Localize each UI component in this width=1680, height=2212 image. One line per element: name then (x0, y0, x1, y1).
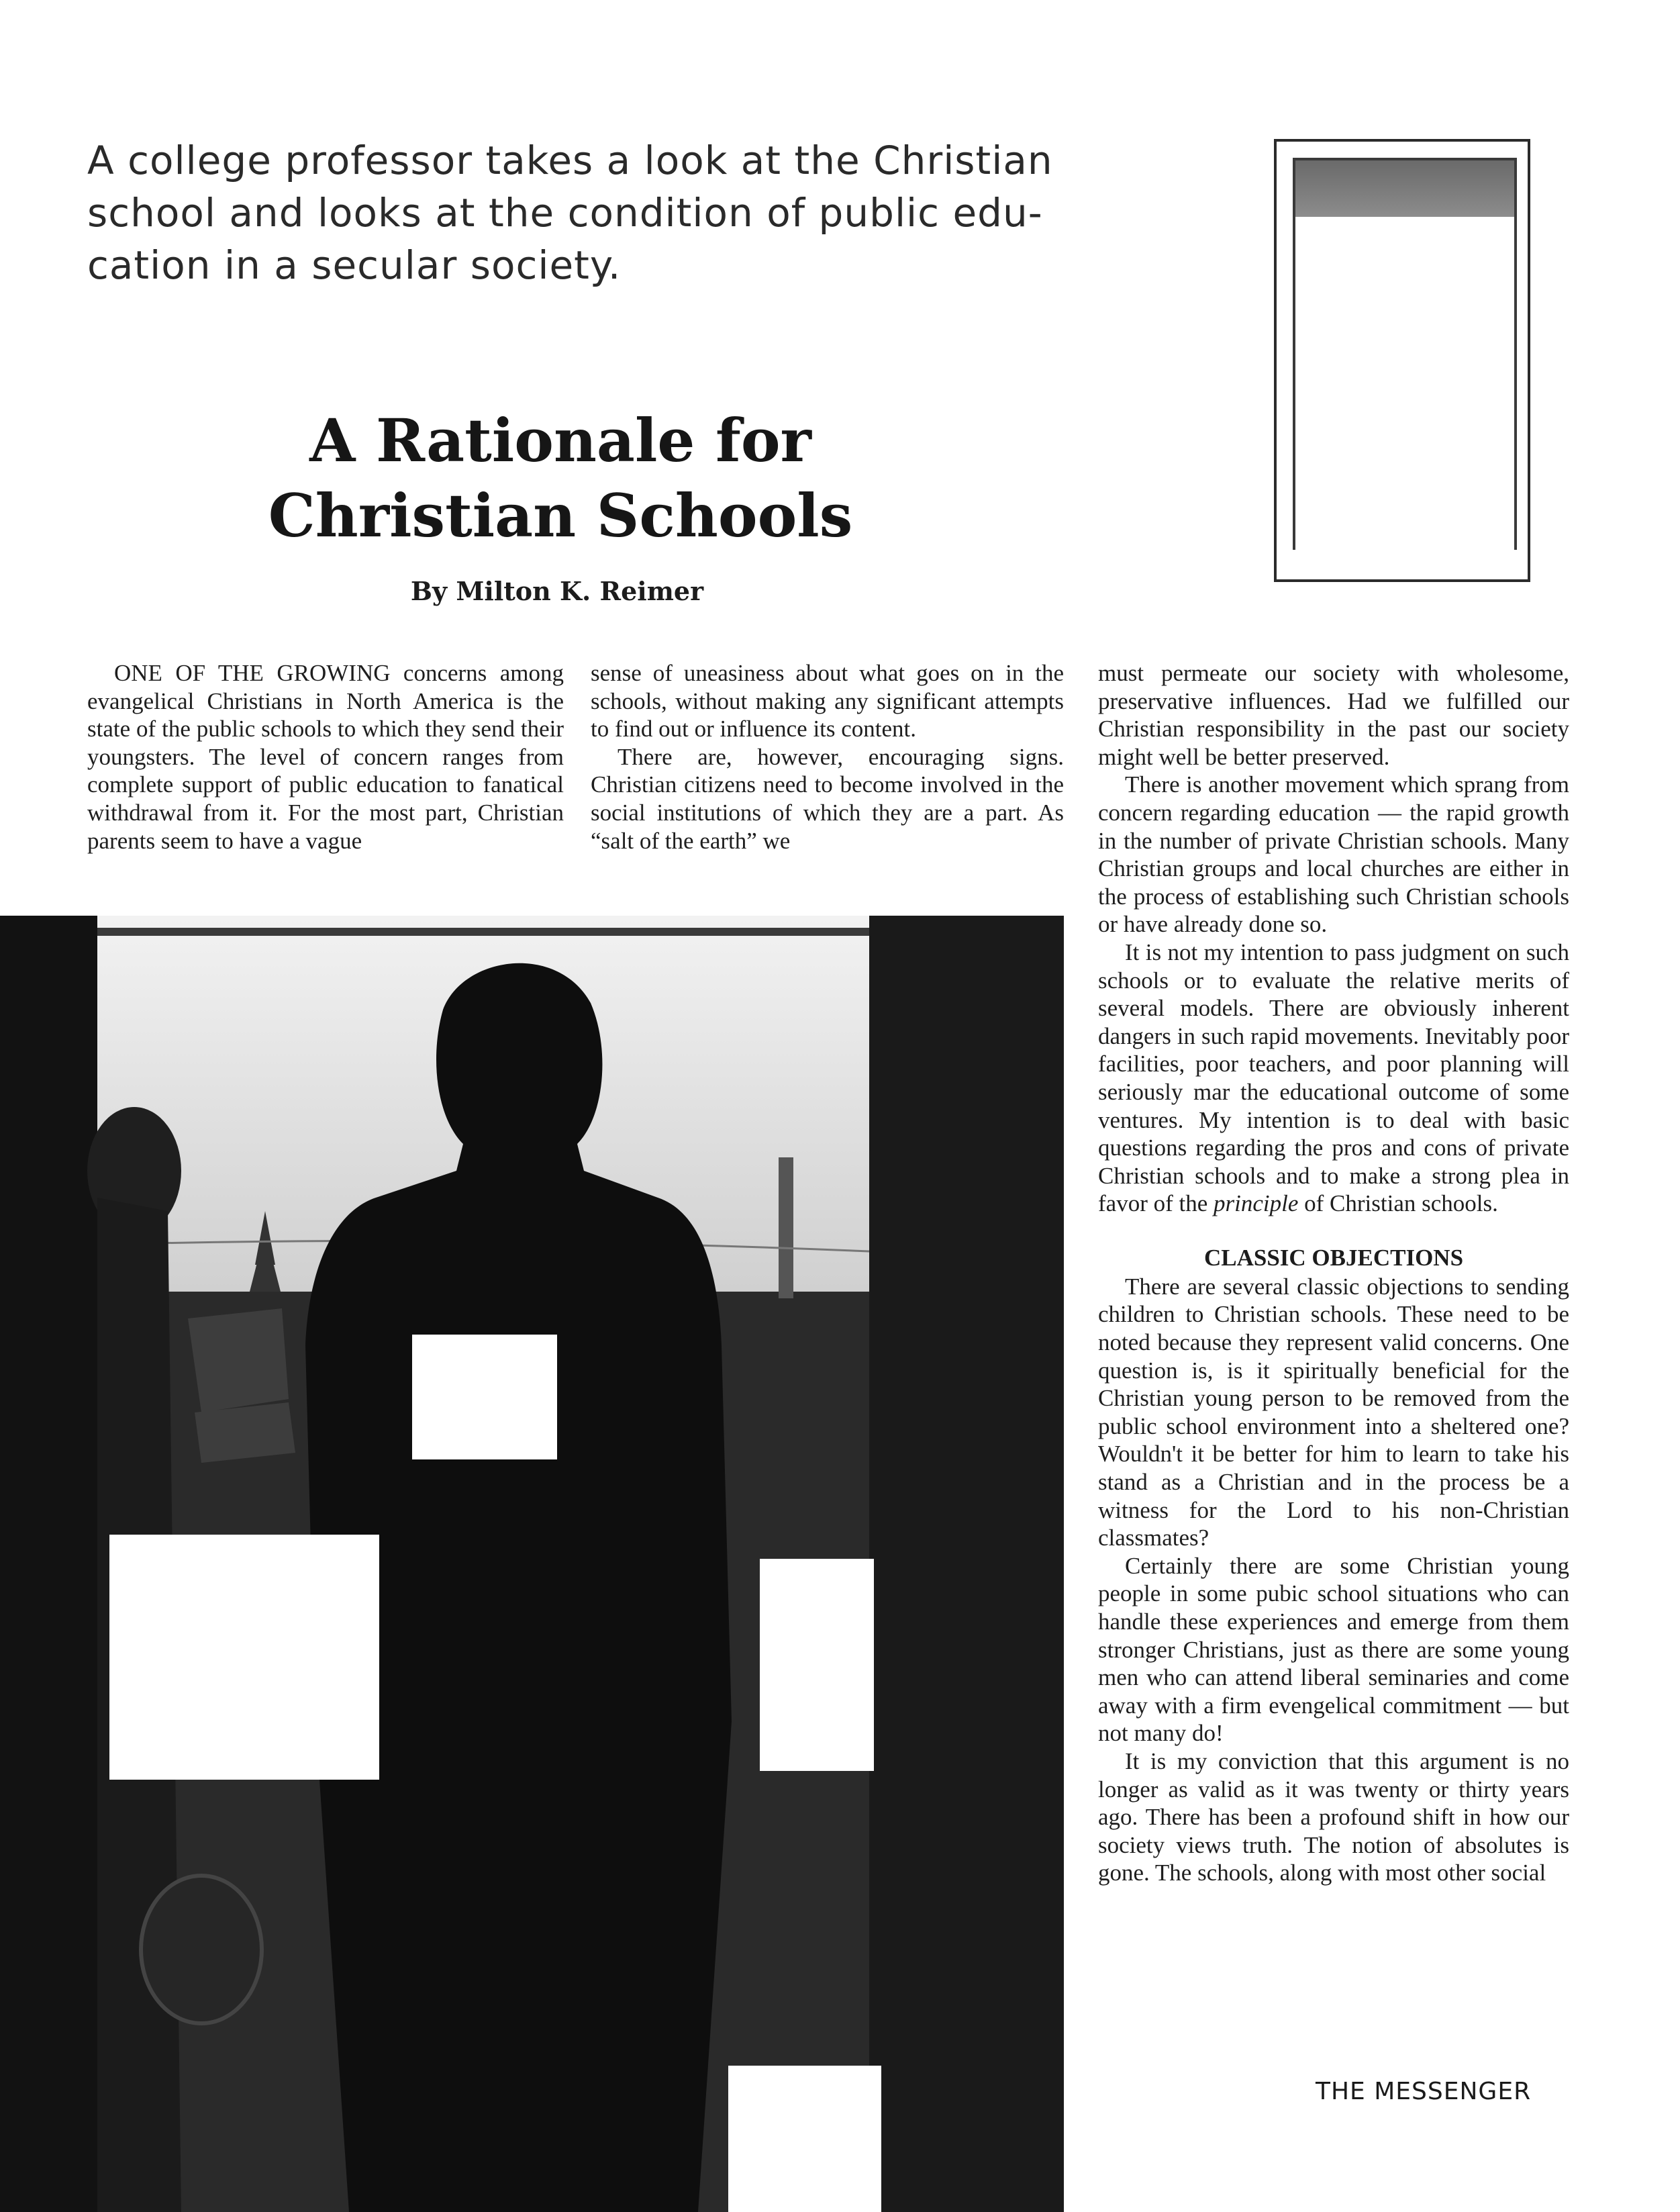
text-column-2 (591, 659, 1064, 855)
paragraph: sense of uneasiness about what goes on in the schools, without making any significant attempts to find out or influence its content. (591, 660, 1064, 742)
title-line-1: A Rationale for (309, 405, 811, 475)
blank-patch (760, 1559, 874, 1771)
blank-patch (412, 1335, 557, 1459)
text-column-1 (87, 659, 564, 855)
paragraph: There is another movement which sprang from concern regarding education — the rapid growth in the number of private Christian schools. Many Christian groups and local churches are either in the process of establishing such Christian schools or have already done so. (1098, 771, 1569, 938)
inset-photo-band (1295, 160, 1514, 217)
car-wheel (141, 1876, 262, 2023)
paragraph: It is my conviction that this argument is no longer as valid as it was twenty or thirty years ago. There has been a profound shift in how our society views truth. The notion of absolutes is gone. The schools, along with most other social (1098, 1747, 1569, 1886)
door-frame-left (0, 916, 97, 2212)
chimney (779, 1157, 793, 1298)
door-frame-top (97, 928, 869, 936)
paragraph (1098, 939, 1569, 1218)
inset-photo (1293, 158, 1517, 550)
paragraph: There are, however, encouraging signs. Christian citizens need to become involved in the social institutions of which they are a part. As “salt of the earth” we (591, 743, 1064, 854)
inset-photo-frame (1274, 139, 1530, 582)
paragraph: must permeate our society with wholesome, preservative influences. Had we fulfilled our Christian responsibility in the past our society might well be better preserved. (1098, 660, 1569, 770)
article-photo (0, 916, 1064, 2212)
italic-word: principle (1214, 1190, 1299, 1217)
publication-footer: THE MESSENGER (1316, 2078, 1532, 2105)
article-title (168, 403, 953, 553)
silhouette-photo (0, 916, 1064, 2212)
book-stack (188, 1308, 295, 1463)
article-deck: A college professor takes a look at the Christian school and looks at the condition of public education in a secular society. (87, 138, 1053, 288)
paragraph: Certainly there are some Christian young people in some pubic school situations who can handle these experiences and emerge from them stronger Christians, just as there are some young men who can attend liberal seminaries and come away with a firm evengelical commitment — but not many do! (1098, 1552, 1569, 1747)
paragraph-text: of Christian schools. (1304, 1190, 1498, 1217)
paragraph: ONE OF THE GROWING concerns among evangelical Christians in North America is the state of the public schools to which they send their youngsters. The level of concern ranges from complete support of public education to fanatical withdrawal from it. For the most part, Christian parents seem to have a vague (87, 660, 564, 854)
door-frame-right (869, 916, 1064, 2212)
title-line-2: Christian Schools (268, 481, 853, 550)
blank-patch (109, 1535, 379, 1780)
byline: By Milton K. Reimer (410, 576, 704, 606)
section-heading: CLASSIC OBJECTIONS (1203, 1244, 1464, 1271)
blank-patch (728, 2066, 881, 2212)
text-column-3 (1098, 659, 1569, 1887)
paragraph-text: It is not my intention to pass judgment on such schools or to evaluate the relative merits of several models. There are obviously inherent dangers in such rapid movements. Inevitably poor facilities, poor teachers, and poor planning will seriously mar the educational outcome of some ventures. My intention is to deal with basic questions regarding the pros and cons of private Christian schools and to make a strong plea in favor of the (1098, 939, 1569, 1217)
paragraph: There are several classic objections to sending children to Christian schools. These need to be noted because they represent valid concerns. One question is, is it spiritually beneficial for the Christian young person to be removed from the public school environment into a sheltered one? Wouldn't it be better for him to learn to take his stand as a Christian and in the process be a witness for the Lord to his non-Christian classmates? (1098, 1273, 1569, 1551)
